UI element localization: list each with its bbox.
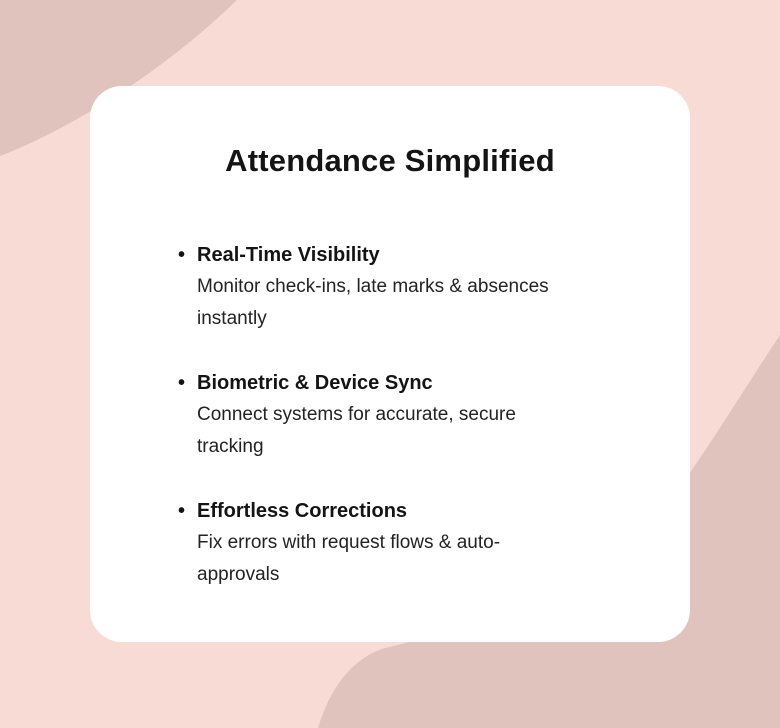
bullet-title: Biometric & Device Sync [197, 372, 433, 394]
bullet-text [197, 495, 634, 591]
page-title: Attendance Simplified [225, 143, 555, 178]
bullet-description-line: Monitor check-ins, late marks & absences [197, 276, 549, 297]
bullet-title: Real-Time Visibility [197, 244, 380, 266]
bullet-marker: • [178, 500, 186, 522]
bullet-description-line: tracking [197, 436, 264, 457]
bullet-description-line: Connect systems for accurate, secure [197, 404, 516, 425]
bullet-text [197, 367, 634, 463]
content-card [90, 86, 690, 642]
bullet-marker: • [178, 244, 186, 266]
bullet-description-line: instantly [197, 308, 267, 329]
bullet-text [197, 239, 634, 335]
bullet-description-line: Fix errors with request flows & auto- [197, 532, 501, 553]
bullet-title: Effortless Corrections [197, 500, 408, 522]
bullet-marker: • [178, 372, 186, 394]
bullet-item-biometric-device-sync [178, 367, 634, 463]
bullet-item-real-time-visibility [178, 239, 634, 335]
bullet-description-line: approvals [197, 564, 280, 585]
bullet-list [90, 239, 690, 591]
bullet-item-effortless-corrections [178, 495, 634, 591]
